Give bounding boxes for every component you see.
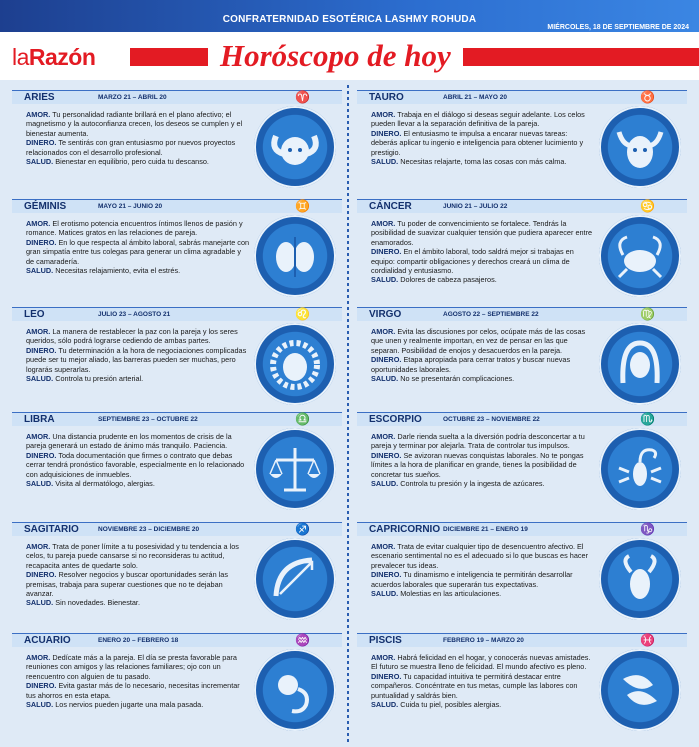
sign-text [371, 110, 595, 166]
bull-icon [599, 106, 681, 188]
salud-label: SALUD. [26, 266, 54, 276]
dinero-text: En lo que respecta al ámbito laboral, sabrás manejarte con gran simpatía entre tus colegas para generar un clima agradable y de camaradería. [26, 237, 250, 266]
card-header [357, 199, 687, 213]
sign-text [26, 110, 250, 166]
banner-text: CONFRATERNIDAD ESOTÉRICA LASHMY ROHUDA [222, 14, 477, 25]
scales-icon [254, 428, 336, 510]
dinero-label: DINERO. [26, 570, 57, 580]
svg-text:laRazón: laRazón [12, 44, 96, 70]
card-header [12, 307, 342, 321]
sign-name: ARIES [24, 92, 55, 103]
salud-text: Controla tu presión arterial. [55, 374, 144, 384]
maiden-icon [599, 323, 681, 405]
zodiac-glyph-icon: ♓ [640, 633, 655, 647]
salud-label: SALUD. [26, 598, 54, 608]
amor-text: Trabaja en el diálogo si deseas seguir adelante. Los celos pueden llevar a la separación definitiva de la pareja. [371, 110, 585, 129]
amor-text: Darle rienda suelta a la diversión podría desconcertar a tu pareja y terminar por alejarla. Trata de controlar tus impulsos. [371, 432, 585, 451]
lion-icon [254, 323, 336, 405]
dinero-label: DINERO. [26, 138, 57, 148]
card-header [357, 633, 687, 647]
dinero-label: DINERO. [371, 128, 402, 138]
sign-name: CAPRICORNIO [369, 524, 441, 535]
salud-label: SALUD. [371, 275, 399, 285]
sign-dates: SEPTIEMBRE 23 – OCTUBRE 22 [98, 416, 198, 423]
dinero-text: Tu dinamismo e inteligencia te permitirán desarrollar acuerdos laborales que superarán tus expectativas. [371, 570, 573, 589]
card-header [12, 522, 342, 536]
sign-text [26, 542, 250, 608]
dinero-label: DINERO. [26, 681, 57, 691]
title-bar [130, 38, 699, 74]
sign-name: TAURO [369, 92, 404, 103]
sign-text [26, 432, 250, 488]
salud-text: No se presentarán complicaciones. [400, 374, 515, 384]
sign-name: SAGITARIO [24, 524, 79, 535]
dinero-label: DINERO. [371, 671, 402, 681]
fish-icon [599, 649, 681, 731]
column-divider [347, 85, 349, 745]
goat-icon [599, 538, 681, 620]
dinero-label: DINERO. [371, 570, 402, 580]
amor-text: Trata de poner límite a tu posesividad y tu tendencia a los celos, tu pareja puede cansarse si no reconsideras tu actitud, recapacita antes de quedarte solo. [26, 542, 239, 570]
sign-dates: OCTUBRE 23 – NOVIEMBRE 22 [443, 416, 540, 423]
card-header [12, 633, 342, 647]
card-header [357, 522, 687, 536]
amor-label: AMOR. [26, 542, 51, 551]
zodiac-glyph-icon: ♒ [295, 633, 310, 647]
sign-name: VIRGO [369, 309, 402, 320]
amor-label: AMOR. [26, 327, 51, 336]
sign-text [371, 542, 595, 598]
amor-label: AMOR. [371, 542, 396, 551]
card-header [357, 412, 687, 426]
sign-dates: ABRIL 21 – MAYO 20 [443, 94, 507, 101]
dinero-text: El entusiasmo te impulsa a encarar nuevas tareas: deberás aplicar tu ingenio e inteligencia para obtener lucimiento y prestigio. [371, 128, 584, 157]
sign-text [26, 219, 250, 275]
sign-dates: FEBRERO 19 – MARZO 20 [443, 637, 524, 644]
sign-text [371, 327, 595, 383]
zodiac-glyph-icon: ♑ [640, 522, 655, 536]
salud-label: SALUD. [26, 374, 54, 384]
amor-label: AMOR. [26, 432, 51, 441]
sign-name: CÁNCER [369, 201, 412, 212]
sign-dates: DICIEMBRE 21 – ENERO 19 [443, 526, 528, 533]
zodiac-glyph-icon: ♉ [640, 90, 655, 104]
amor-label: AMOR. [26, 219, 51, 228]
sign-name: ACUARIO [24, 635, 71, 646]
zodiac-glyph-icon: ♊ [295, 199, 310, 213]
zodiac-glyph-icon: ♎ [295, 412, 310, 426]
dinero-text: Tu capacidad intuitiva te permitirá destacar entre compañeros. Concéntrate en tus metas, cumple las labores con puntualidad y saldrás bien. [371, 671, 578, 700]
salud-text: Dolores de cabeza pasajeros. [400, 275, 497, 285]
sign-name: LEO [24, 309, 45, 320]
sign-name: GÉMINIS [24, 201, 67, 212]
zodiac-glyph-icon: ♍ [640, 307, 655, 321]
page-title: Horóscopo de hoy [208, 38, 463, 74]
salud-label: SALUD. [371, 157, 399, 167]
salud-text: Molestias en las articulaciones. [400, 589, 502, 599]
salud-text: Controla tu presión y la ingesta de azúcares. [400, 479, 545, 489]
dinero-text: Etapa apropiada para cerrar tratos y buscar nuevas oportunidades laborales. [371, 355, 571, 374]
ram-icon [254, 106, 336, 188]
dinero-text: Resolver negocios y buscar oportunidades serán las premisas, trabaja para superar cuestiones que no te dejaban avanzar. [26, 570, 228, 599]
amor-label: AMOR. [371, 110, 396, 119]
salud-text: Sin novedades. Bienestar. [55, 598, 140, 608]
amor-text: Evita las discusiones por celos, ocúpate más de las cosas que unen y realmente importan, en vez de pensar en las que separan. Posibilidad de enojos y desacuerdos en la pareja. [371, 327, 586, 355]
dinero-label: DINERO. [371, 355, 402, 365]
sign-dates: MARZO 21 – ABRIL 20 [98, 94, 167, 101]
salud-label: SALUD. [371, 479, 399, 489]
salud-text: Los nervios pueden jugarte una mala pasada. [55, 700, 204, 710]
dinero-label: DINERO. [26, 345, 57, 355]
sign-name: ESCORPIO [369, 414, 422, 425]
salud-label: SALUD. [26, 157, 54, 167]
salud-text: Visita al dermatólogo, alergias. [55, 479, 155, 489]
salud-label: SALUD. [26, 700, 54, 710]
archer-icon [254, 538, 336, 620]
zodiac-glyph-icon: ♈ [295, 90, 310, 104]
newspaper-logo [10, 40, 120, 72]
sign-dates: ENERO 20 – FEBRERO 18 [98, 637, 179, 644]
sign-dates: AGOSTO 22 – SEPTIEMBRE 22 [443, 311, 539, 318]
dinero-text: En el ámbito laboral, todo saldrá mejor si trabajas en equipo: compartir obligaciones y derechos creará un clima de cordialidad y entusiasmo. [371, 247, 574, 276]
zodiac-glyph-icon: ♋ [640, 199, 655, 213]
dinero-label: DINERO. [26, 450, 57, 460]
amor-text: El erotismo potencia encuentros íntimos llenos de pasión y romance. Matices gratos en las relaciones de pareja. [26, 219, 243, 238]
sign-text [371, 432, 595, 488]
dinero-text: Evita gastar más de lo necesario, necesitas incrementar tus ahorros en esta etapa. [26, 681, 240, 700]
salud-text: Bienestar en equilibrio, pero cuida tu descanso. [55, 157, 209, 167]
zodiac-glyph-icon: ♐ [295, 522, 310, 536]
top-banner [0, 0, 699, 32]
zodiac-glyph-icon: ♏ [640, 412, 655, 426]
sign-dates: JUNIO 21 – JULIO 22 [443, 203, 508, 210]
twins-icon [254, 215, 336, 297]
card-header [12, 90, 342, 104]
amor-label: AMOR. [371, 653, 396, 662]
dinero-text: Tu determinación a la hora de negociaciones complicadas puede ser tu mejor aliado, las barreras pueden ser muchas, pero lograrás superarlas. [26, 345, 247, 374]
sign-text [26, 653, 250, 709]
salud-text: Cuida tu piel, posibles alergias. [400, 700, 502, 710]
dinero-text: Te sentirás con gran entusiasmo por nuevos proyectos relacionados con el desarrollo profesional. [26, 138, 236, 157]
amor-text: Dedícate más a la pareja. El día se presta favorable para reuniones con amigos y las relaciones familiares; ojo con un reencuentro con alguien de tu pasado. [26, 653, 237, 681]
scorpion-icon [599, 428, 681, 510]
sign-name: LIBRA [24, 414, 55, 425]
sign-text [371, 219, 595, 285]
salud-label: SALUD. [371, 374, 399, 384]
dinero-text: Toda documentación que firmes o contrato que debas cerrar tendrá pronóstico favorable, especialmente en lo relacionado con adquisiciones de inmuebles. [26, 450, 245, 479]
amor-text: Trata de evitar cualquier tipo de desencuentro afectivo. El escenario sentimental no es el adecuado si lo que buscas es hacer prevalecer tus ideas. [371, 542, 589, 570]
sign-dates: MAYO 21 – JUNIO 20 [98, 203, 163, 210]
sign-text [26, 327, 250, 383]
card-header [357, 307, 687, 321]
salud-label: SALUD. [371, 700, 399, 710]
amor-label: AMOR. [371, 327, 396, 336]
water-bearer-icon [254, 649, 336, 731]
amor-text: La manera de restablecer la paz con la pareja y los seres queridos, sólo podrá lograrse cediendo de ambas partes. [26, 327, 238, 346]
card-header [12, 412, 342, 426]
amor-label: AMOR. [26, 110, 51, 119]
amor-text: Habrá felicidad en el hogar, y conocerás nuevas amistades. El futuro se muestra lleno de felicidad. El mundo afectivo es pleno. [371, 653, 591, 672]
amor-text: Tu personalidad radiante brillará en el plano afectivo; el magnetismo y la autoconfianza crecen, los deseos se cumplen y el bienestar aumenta. [26, 110, 243, 138]
salud-text: Necesitas relajarte, toma las cosas con más calma. [400, 157, 567, 167]
amor-text: Tu poder de convencimiento se fortalece. Tendrás la posibilidad de suavizar cualquier tensión que pudiera aparecer entre enamorados. [371, 219, 593, 247]
amor-label: AMOR. [26, 653, 51, 662]
salud-label: SALUD. [371, 589, 399, 599]
amor-label: AMOR. [371, 219, 396, 228]
issue-date: MIÉRCOLES, 18 DE SEPTIEMBRE DE 2024 [547, 24, 689, 31]
amor-text: Una distancia prudente en los momentos de crisis de la pareja generará un estado de ánimo más tranquilo. Paciencia. [26, 432, 232, 451]
sign-dates: JULIO 23 – AGOSTO 21 [98, 311, 171, 318]
logo-wordmark-icon [10, 40, 120, 72]
amor-label: AMOR. [371, 432, 396, 441]
dinero-label: DINERO. [371, 450, 402, 460]
salud-text: Necesitas relajamiento, evita el estrés. [55, 266, 181, 276]
card-header [12, 199, 342, 213]
crab-icon [599, 215, 681, 297]
zodiac-glyph-icon: ♌ [295, 307, 310, 321]
dinero-label: DINERO. [371, 247, 402, 257]
card-header [357, 90, 687, 104]
sign-name: PISCIS [369, 635, 402, 646]
salud-label: SALUD. [26, 479, 54, 489]
sign-dates: NOVIEMBRE 23 – DICIEMBRE 20 [98, 526, 200, 533]
dinero-text: Se avizoran nuevas conquistas laborales. No te pongas límites a la hora de planificar en grande, tienes la posibilidad de concretar tus sueños. [371, 450, 584, 479]
sign-text [371, 653, 595, 709]
dinero-label: DINERO. [26, 237, 57, 247]
